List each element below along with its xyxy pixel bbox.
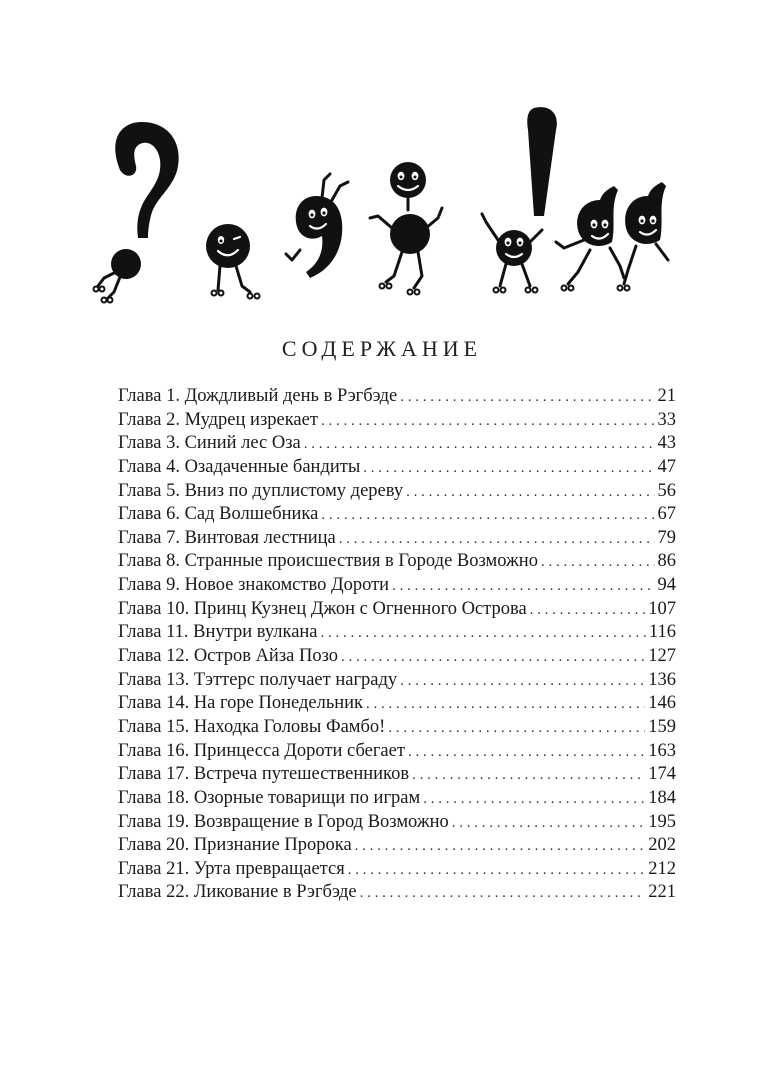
toc-leader-dots	[408, 741, 645, 765]
toc-leader-dots	[348, 859, 646, 883]
toc-entry-title: Глава 6. Сад Волшебника	[118, 504, 319, 525]
toc-entry-title: Глава 10. Принц Кузнец Джон с Огненного Острова	[118, 598, 527, 619]
toc-entry-title: Глава 18. Озорные товарищи по играм	[118, 787, 421, 808]
toc-leader-dots	[321, 410, 655, 434]
question-mark-character-icon	[94, 122, 179, 303]
toc-leader-dots	[304, 433, 655, 457]
period-character-icon	[370, 162, 442, 295]
toc-entry-page-number: 136	[648, 669, 676, 690]
toc-entry[interactable]	[118, 716, 676, 740]
toc-entry[interactable]	[118, 503, 676, 527]
toc-entry-page-number: 184	[648, 787, 676, 808]
toc-leader-dots	[400, 670, 645, 694]
toc-entry-title: Глава 19. Возвращение в Город Возможно	[118, 811, 449, 832]
toc-entry[interactable]	[118, 385, 676, 409]
toc-entry[interactable]	[118, 409, 676, 433]
toc-leader-dots	[400, 386, 654, 410]
toc-entry[interactable]	[118, 834, 676, 858]
toc-entry-title: Глава 17. Встреча путешественников	[118, 764, 410, 785]
toc-leader-dots	[412, 764, 645, 788]
toc-leader-dots	[341, 646, 645, 670]
toc-leader-dots	[423, 788, 645, 812]
toc-entry-page-number: 202	[648, 835, 676, 856]
toc-entry-page-number: 56	[657, 480, 676, 501]
toc-entry[interactable]	[118, 645, 676, 669]
toc-entry[interactable]	[118, 598, 676, 622]
toc-entry-title: Глава 21. Урта превращается	[118, 858, 345, 879]
toc-entry-page-number: 146	[648, 693, 676, 714]
toc-entry-page-number: 195	[648, 811, 676, 832]
contents-heading: СОДЕРЖАНИЕ	[281, 336, 483, 361]
toc-entry[interactable]	[118, 456, 676, 480]
toc-entry-title: Глава 14. На горе Понедельник	[118, 693, 364, 714]
toc-entry[interactable]	[118, 550, 676, 574]
toc-leader-dots	[530, 599, 646, 623]
toc-entry[interactable]	[118, 881, 676, 905]
toc-entry[interactable]	[118, 740, 676, 764]
toc-entry-title: Глава 2. Мудрец изрекает	[118, 409, 318, 430]
toc-entry-title: Глава 8. Странные происшествия в Городе Возможно	[118, 551, 538, 572]
toc-entry-page-number: 116	[648, 622, 676, 643]
toc-entry[interactable]	[118, 692, 676, 716]
toc-leader-dots	[366, 693, 645, 717]
toc-leader-dots	[388, 717, 645, 741]
toc-entry-page-number: 174	[648, 764, 676, 785]
toc-leader-dots	[355, 835, 646, 859]
toc-entry-page-number: 107	[648, 598, 676, 619]
toc-entry-title: Глава 7. Винтовая лестница	[118, 527, 336, 548]
toc-leader-dots	[406, 481, 654, 505]
toc-entry-title: Глава 3. Синий лес Оза	[118, 433, 301, 454]
toc-entry-page-number: 159	[648, 716, 676, 737]
toc-entry[interactable]	[118, 669, 676, 693]
quotation-marks-character-icon	[556, 182, 668, 291]
toc-entry-title: Глава 11. Внутри вулкана	[118, 622, 318, 643]
toc-leader-dots	[452, 812, 645, 836]
toc-entry[interactable]	[118, 811, 676, 835]
toc-leader-dots	[339, 528, 655, 552]
toc-entry-page-number: 79	[657, 527, 676, 548]
toc-entry[interactable]	[118, 787, 676, 811]
toc-entry-title: Глава 12. Остров Айза Позо	[118, 646, 339, 667]
nine-character-icon	[286, 174, 348, 278]
toc-entry-page-number: 67	[657, 504, 676, 525]
toc-entry[interactable]	[118, 432, 676, 456]
toc-entry-page-number: 212	[648, 858, 676, 879]
toc-entry-title: Глава 16. Принцесса Дороти сбегает	[118, 740, 405, 761]
toc-entry-page-number: 221	[648, 882, 676, 903]
toc-entry-title: Глава 15. Находка Головы Фамбо!	[118, 716, 386, 737]
comma-character-icon	[206, 224, 260, 299]
toc-entry-page-number: 33	[657, 409, 676, 430]
toc-leader-dots	[541, 551, 655, 575]
toc-entry-title: Глава 5. Вниз по дуплистому дереву	[118, 480, 404, 501]
toc-entry-title: Глава 9. Новое знакомство Дороти	[118, 575, 390, 596]
punctuation-characters-illustration	[90, 100, 690, 315]
toc-entry-title: Глава 22. Ликование в Рэгбэде	[118, 882, 357, 903]
toc-entry[interactable]	[118, 574, 676, 598]
toc-entry-title: Глава 4. Озадаченные бандиты	[118, 456, 361, 477]
toc-leader-dots	[392, 575, 654, 599]
toc-entry-page-number: 163	[648, 740, 676, 761]
toc-entry-page-number: 127	[648, 646, 676, 667]
toc-entry[interactable]	[118, 621, 676, 645]
toc-leader-dots	[321, 622, 646, 646]
toc-entry-page-number: 94	[657, 575, 676, 596]
toc-entry[interactable]	[118, 480, 676, 504]
toc-leader-dots	[360, 882, 646, 906]
toc-entry-title: Глава 20. Признание Пророка	[118, 835, 352, 856]
toc-entry[interactable]	[118, 527, 676, 551]
toc-entry[interactable]	[118, 858, 676, 882]
exclamation-mark-character-icon	[482, 107, 557, 292]
toc-entry-page-number: 43	[657, 433, 676, 454]
toc-entry-title: Глава 1. Дождливый день в Рэгбэде	[118, 386, 398, 406]
toc-entry-page-number: 47	[657, 456, 676, 477]
toc-entry-title: Глава 13. Тэттерс получает награду	[118, 669, 398, 690]
table-of-contents	[118, 385, 676, 905]
toc-entry[interactable]	[118, 763, 676, 787]
toc-leader-dots	[321, 504, 654, 528]
toc-leader-dots	[363, 457, 654, 481]
toc-entry-page-number: 21	[657, 386, 676, 406]
toc-entry-page-number: 86	[657, 551, 676, 572]
